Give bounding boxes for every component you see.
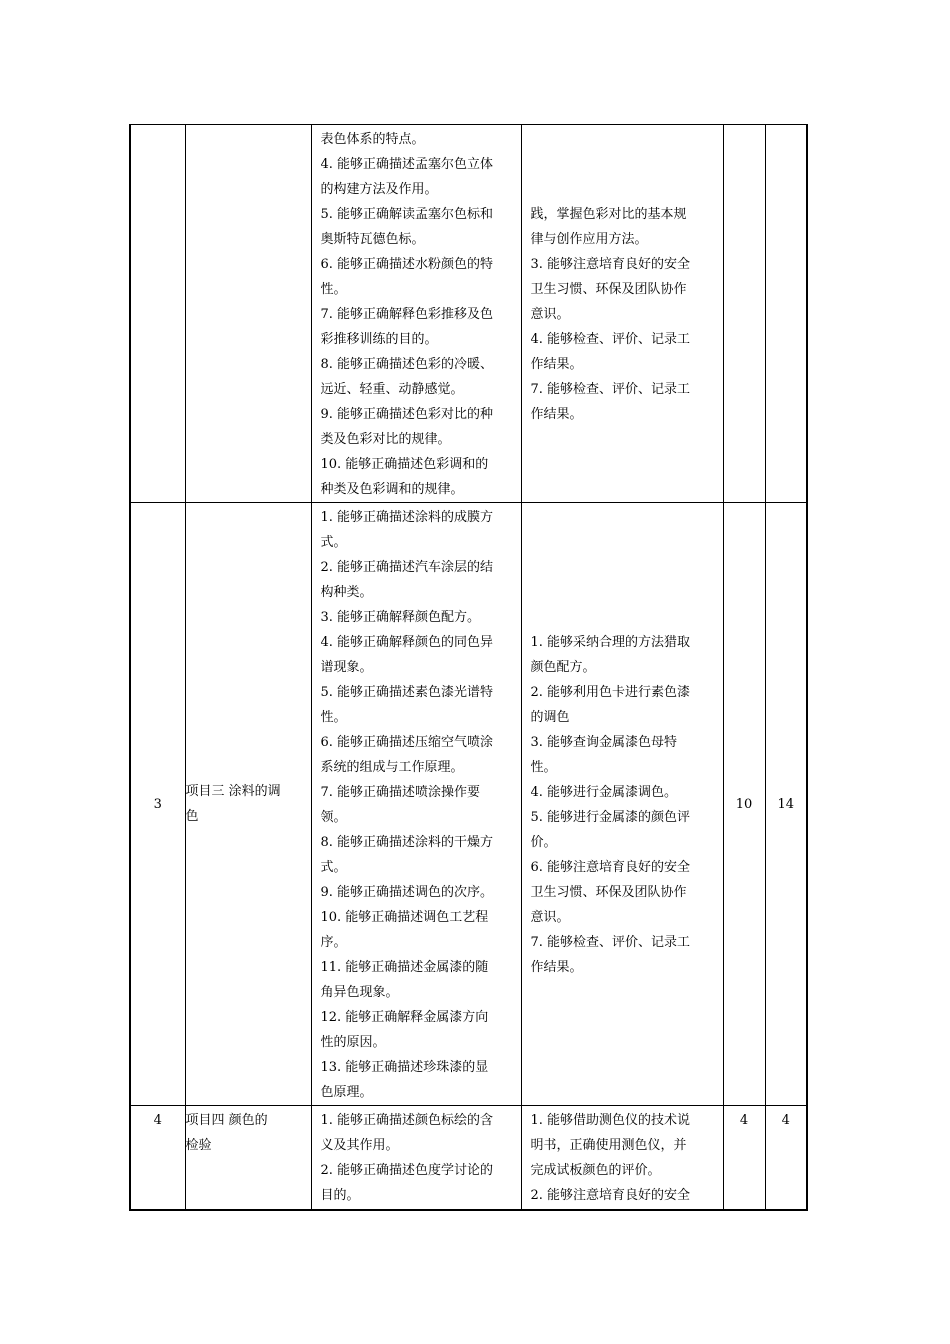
table-row <box>130 125 807 503</box>
project-name-line: 项目四 颜色的 <box>185 1113 268 1128</box>
skill-line: 4. 能够进行金属漆调色。 <box>530 785 678 800</box>
knowledge-line: 远近、轻重、动静感觉。 <box>320 382 464 397</box>
skill-line <box>531 580 715 605</box>
knowledge-line: 的构建方法及作用。 <box>320 182 438 197</box>
project-name-line: 色 <box>185 809 199 824</box>
skill-line: 3. 能够注意培育良好的安全 <box>530 257 691 272</box>
skill-line: 4. 能够检查、评价、记录工 <box>530 332 691 347</box>
knowledge-line: 6. 能够正确描述水粉颜色的特 <box>320 257 494 272</box>
skill-line <box>531 530 715 555</box>
hours-practice <box>765 125 807 503</box>
knowledge-line: 奥斯特瓦德色标。 <box>320 232 425 247</box>
hours-theory <box>723 125 765 503</box>
project-name <box>185 1106 311 1211</box>
knowledge-line: 性。 <box>320 282 347 297</box>
skill-line: 作结果。 <box>530 357 583 372</box>
row-number <box>130 125 185 503</box>
hours-theory: 10 <box>723 503 765 1106</box>
skill-line <box>531 152 715 177</box>
table-row <box>130 1106 807 1211</box>
skill-line <box>531 127 715 152</box>
knowledge-line: 5. 能够正确描述素色漆光谱特 <box>320 685 494 700</box>
knowledge-line: 性。 <box>320 710 347 725</box>
knowledge-goals <box>311 125 521 503</box>
knowledge-line: 8. 能够正确描述涂料的干燥方 <box>320 835 494 850</box>
knowledge-line: 序。 <box>320 935 347 950</box>
knowledge-line: 9. 能够正确描述色彩对比的种 <box>320 407 494 422</box>
knowledge-line: 8. 能够正确描述色彩的冷暖、 <box>320 357 494 372</box>
skill-line: 卫生习惯、环保及团队协作 <box>530 885 687 900</box>
skill-line: 卫生习惯、环保及团队协作 <box>530 282 687 297</box>
knowledge-line: 1. 能够正确描述颜色标绘的含 <box>320 1113 494 1128</box>
table-row <box>130 503 807 1106</box>
skill-line: 律与创作应用方法。 <box>530 232 648 247</box>
skill-line: 的调色 <box>530 710 570 725</box>
knowledge-line: 领。 <box>320 810 347 825</box>
knowledge-line: 4. 能够正确解释颜色的同色异 <box>320 635 494 650</box>
knowledge-line: 目的。 <box>320 1188 360 1203</box>
row-number: 4 <box>130 1106 185 1211</box>
skill-line: 价。 <box>530 835 557 850</box>
skill-line: 明书，正确使用测色仪，并 <box>530 1138 687 1153</box>
skill-line: 颜色配方。 <box>530 660 596 675</box>
knowledge-line: 类及色彩对比的规律。 <box>320 432 451 447</box>
knowledge-line: 性的原因。 <box>320 1035 386 1050</box>
skill-line: 6. 能够注意培育良好的安全 <box>530 860 691 875</box>
skill-line <box>531 505 715 530</box>
skill-goals <box>521 1106 723 1211</box>
skill-line: 2. 能够注意培育良好的安全 <box>530 1188 691 1203</box>
knowledge-line: 6. 能够正确描述压缩空气喷涂 <box>320 735 494 750</box>
hours-theory: 4 <box>723 1106 765 1211</box>
skill-line: 践，掌握色彩对比的基本规 <box>530 207 687 222</box>
skill-line: 1. 能够借助测色仪的技术说 <box>530 1113 691 1128</box>
skill-line: 性。 <box>530 760 557 775</box>
knowledge-line: 角异色现象。 <box>320 985 399 1000</box>
hours-practice: 14 <box>765 503 807 1106</box>
skill-line: 3. 能够查询金属漆色母特 <box>530 735 678 750</box>
project-name-line: 项目三 涂料的调 <box>185 784 281 799</box>
skill-line: 1. 能够采纳合理的方法猎取 <box>530 635 691 650</box>
knowledge-line: 2. 能够正确描述色度学讨论的 <box>320 1163 494 1178</box>
knowledge-line: 3. 能够正确解释颜色配方。 <box>320 610 481 625</box>
skill-goals <box>521 503 723 1106</box>
row-number: 3 <box>130 503 185 1106</box>
knowledge-line: 13. 能够正确描述珍珠漆的显 <box>320 1060 489 1075</box>
knowledge-line: 7. 能够正确解释色彩推移及色 <box>320 307 494 322</box>
knowledge-line: 种类及色彩调和的规律。 <box>320 482 464 497</box>
knowledge-line: 谱现象。 <box>320 660 373 675</box>
knowledge-line: 彩推移训练的目的。 <box>320 332 438 347</box>
knowledge-line: 表色体系的特点。 <box>320 132 425 147</box>
skill-line: 7. 能够检查、评价、记录工 <box>530 935 691 950</box>
skill-line <box>531 555 715 580</box>
knowledge-line: 5. 能够正确解读孟塞尔色标和 <box>320 207 494 222</box>
project-name <box>185 125 311 503</box>
skill-line <box>531 177 715 202</box>
knowledge-goals <box>311 1106 521 1211</box>
skill-line: 5. 能够进行金属漆的颜色评 <box>530 810 691 825</box>
knowledge-line: 义及其作用。 <box>320 1138 399 1153</box>
skill-line: 完成试板颜色的评价。 <box>530 1163 661 1178</box>
knowledge-line: 1. 能够正确描述涂料的成膜方 <box>320 510 494 525</box>
skill-line <box>531 605 715 630</box>
skill-line: 7. 能够检查、评价、记录工 <box>530 382 691 397</box>
skill-line: 意识。 <box>530 307 570 322</box>
project-name-line: 检验 <box>185 1138 212 1153</box>
skill-line: 意识。 <box>530 910 570 925</box>
skill-line: 作结果。 <box>530 960 583 975</box>
syllabus-table <box>129 124 808 1211</box>
knowledge-line: 7. 能够正确描述喷涂操作要 <box>320 785 481 800</box>
knowledge-line: 11. 能够正确描述金属漆的随 <box>320 960 489 975</box>
knowledge-line: 10. 能够正确描述色彩调和的 <box>320 457 489 472</box>
knowledge-goals <box>311 503 521 1106</box>
knowledge-line: 4. 能够正确描述孟塞尔色立体 <box>320 157 494 172</box>
knowledge-line: 色原理。 <box>320 1085 373 1100</box>
skill-goals <box>521 125 723 503</box>
knowledge-line: 9. 能够正确描述调色的次序。 <box>320 885 494 900</box>
knowledge-line: 构种类。 <box>320 585 373 600</box>
knowledge-line: 式。 <box>320 535 347 550</box>
knowledge-line: 式。 <box>320 860 347 875</box>
knowledge-line: 系统的组成与工作原理。 <box>320 760 464 775</box>
project-name <box>185 503 311 1106</box>
skill-line: 2. 能够利用色卡进行素色漆 <box>530 685 691 700</box>
hours-practice: 4 <box>765 1106 807 1211</box>
knowledge-line: 10. 能够正确描述调色工艺程 <box>320 910 489 925</box>
knowledge-line: 2. 能够正确描述汽车涂层的结 <box>320 560 494 575</box>
skill-line: 作结果。 <box>530 407 583 422</box>
knowledge-line: 12. 能够正确解释金属漆方向 <box>320 1010 489 1025</box>
